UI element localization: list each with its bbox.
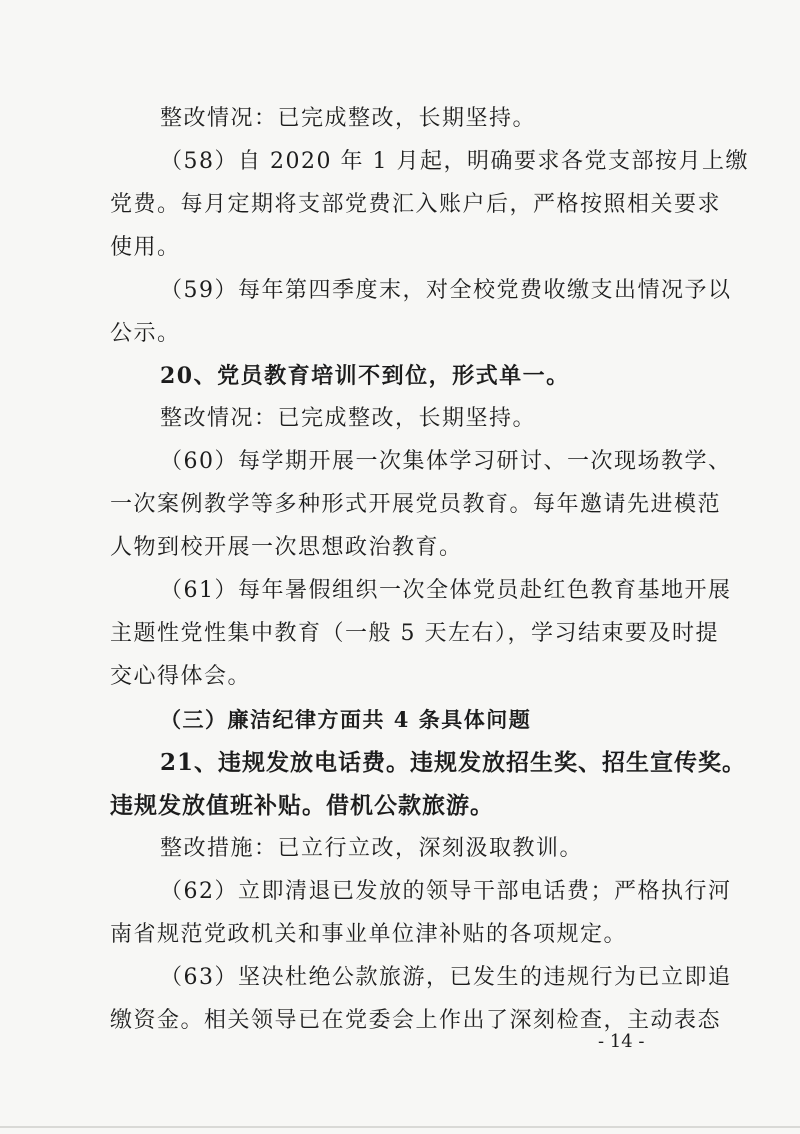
issue-21-heading-line-1: 21、违规发放电话费。违规发放招生奖、招生宣传奖。 (160, 749, 747, 776)
item-58-line-2: 党费。每月定期将支部党费汇入账户后，严格按照相关要求 (110, 192, 722, 217)
item-59-line-2: 公示。 (110, 321, 181, 346)
issue-20-heading: 20、党员教育培训不到位，形式单一。 (160, 363, 570, 389)
item-59-line-1: （59）每年第四季度末，对全校党费收缴支出情况予以 (160, 278, 732, 303)
item-61-line-1: （61）每年暑假组织一次全体党员赴红色教育基地开展 (160, 578, 732, 603)
item-58-line-1: （58）自 2020 年 1 月起，明确要求各党支部按月上缴 (160, 149, 749, 174)
page-number: - 14 - (598, 1031, 645, 1052)
rectification-status-1: 整改情况：已完成整改，长期坚持。 (160, 106, 537, 131)
scan-edge-divider (0, 1126, 800, 1128)
item-61-line-3: 交心得体会。 (110, 664, 252, 689)
item-62-line-1: （62）立即清退已发放的领导干部电话费；严格执行河 (160, 879, 732, 904)
item-60-line-1: （60）每学期开展一次集体学习研讨、一次现场教学、 (160, 449, 732, 474)
section-3-heading: （三）廉洁纪律方面共 4 条具体问题 (160, 707, 532, 732)
item-62-line-2: 南省规范党政机关和事业单位津补贴的各项规定。 (110, 922, 628, 947)
item-61-line-2: 主题性党性集中教育（一般 5 天左右），学习结束要及时提 (110, 621, 719, 646)
rectification-status-2: 整改情况：已完成整改，长期坚持。 (160, 406, 537, 431)
issue-21-heading-line-2: 违规发放值班补贴。借机公款旅游。 (110, 792, 494, 819)
item-58-line-3: 使用。 (110, 235, 181, 260)
item-60-line-3: 人物到校开展一次思想政治教育。 (110, 535, 463, 560)
item-63-line-1: （63）坚决杜绝公款旅游，已发生的违规行为已立即追 (160, 965, 732, 990)
item-60-line-2: 一次案例教学等多种形式开展党员教育。每年邀请先进模范 (110, 492, 722, 517)
rectification-measures: 整改措施：已立行立改，深刻汲取教训。 (160, 836, 584, 861)
item-63-line-2: 缴资金。相关领导已在党委会上作出了深刻检查，主动表态 (110, 1008, 722, 1033)
